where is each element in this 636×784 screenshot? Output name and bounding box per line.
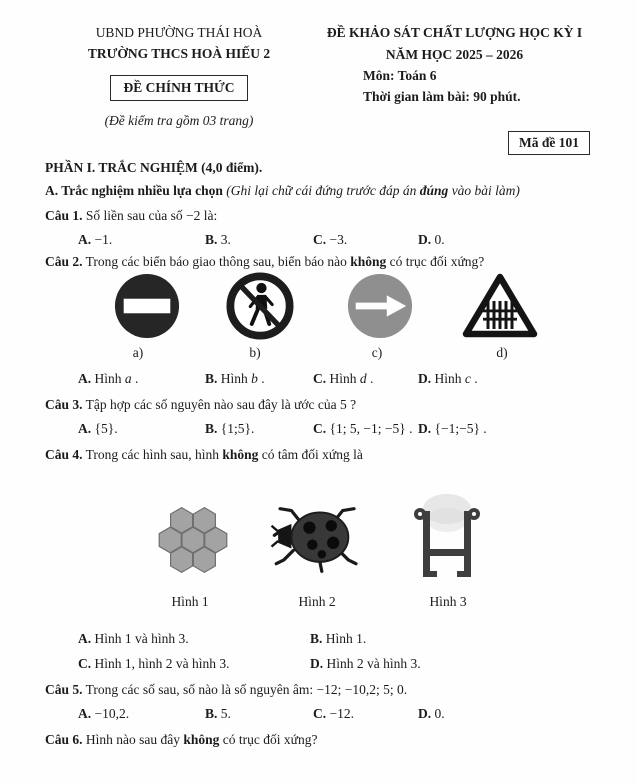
q3-option-a: A. {5}. [78,421,118,436]
sign-label-c: c) [371,345,383,360]
exam-code-badge: Mã đề 101 [508,131,590,155]
question-1-options [45,231,596,249]
level-crossing-sign-icon [462,272,538,344]
figure-label-1: Hình 1 [171,594,209,609]
question-6: Câu 6. Hình nào sau đây không có trục đối xứng? [45,732,318,747]
q4-option-b: B. Hình 1. [310,631,367,646]
q2-option-b: B. Hình b . [205,371,265,386]
issuing-authority: UBND PHƯỜNG THÁI HOÀ [95,25,263,40]
q5-option-d: D. 0. [418,706,445,721]
sign-label-d: d) [496,345,508,360]
header-left-block [45,24,313,129]
question-1: Câu 1. Số liền sau của số −2 là: [45,208,218,223]
q1-option-b: B. 3. [205,232,231,247]
q3-option-c: C. {1; 5, −1; −5} . [313,421,413,436]
official-exam-label: ĐỀ CHÍNH THỨC [110,75,247,101]
no-entry-sign-icon [112,272,182,344]
figure-label-2: Hình 2 [298,594,336,609]
question-4: Câu 4. Trong các hình sau, hình không có tâm đối xứng là [45,447,363,462]
q4-option-d: D. Hình 2 và hình 3. [310,656,421,671]
q3-option-b: B. {1;5}. [205,421,255,436]
q5-option-b: B. 5. [205,706,231,721]
question-2: Câu 2. Trong các biển báo giao thông sau, biển báo nào không có trục đối xứng? [45,254,485,269]
chair-figure-icon [408,493,486,583]
figure-label-3: Hình 3 [429,594,467,609]
header-right-block [313,24,596,129]
q2-option-c: C. Hình d . [313,371,374,386]
q4-option-a: A. Hình 1 và hình 3. [78,631,189,646]
subject-line: Môn: Toán 6 [363,68,437,83]
page-count-note: (Đề kiểm tra gồm 03 trang) [104,113,254,128]
q5-option-a: A. −10,2. [78,706,130,721]
question-3: Câu 3. Tập hợp các số nguyên nào sau đây là ước của 5 ? [45,397,357,412]
q1-option-a: A. −1. [78,232,113,247]
official-box-wrapper [45,75,313,101]
exam-meta [363,67,596,105]
traffic-signs-row [45,272,596,340]
school-name: TRƯỜNG THCS HOÀ HIẾU 2 [87,46,271,61]
ladybug-figure-icon [270,503,366,581]
traffic-sign-labels [45,344,596,361]
school-year: NĂM HỌC 2025 – 2026 [385,47,524,62]
q2-option-d: D. Hình c . [418,371,478,386]
question-3-options [45,420,596,438]
q3-option-d: D. {−1;−5} . [418,421,487,436]
duration-line: Thời gian làm bài: 90 phút. [363,89,521,104]
q4-option-c: C. Hình 1, hình 2 và hình 3. [78,656,230,671]
one-way-arrow-sign-icon [345,272,415,344]
q1-option-c: C. −3. [313,232,348,247]
exam-header [0,0,636,129]
question-4-options-row1 [45,630,596,648]
honeycomb-figure-icon [152,499,234,585]
question-4-options-row2 [45,655,596,673]
question-5-options [45,705,596,723]
question-4-figure-labels [45,593,596,610]
section-a-heading: A. Trắc nghiệm nhiều lựa chọn (Ghi lại chữ cái đứng trước đáp án đúng vào bài làm) [45,183,520,198]
exam-body [0,159,636,748]
part1-title: PHẦN I. TRẮC NGHIỆM (4,0 điểm). [45,160,263,175]
q2-option-a: A. Hình a . [78,371,139,386]
question-2-options [45,370,596,388]
sign-label-a: a) [132,345,144,360]
question-5: Câu 5. Trong các số sau, số nào là số nguyên âm: −12; −10,2; 5; 0. [45,682,408,697]
q5-option-c: C. −12. [313,706,354,721]
exam-title: ĐỀ KHẢO SÁT CHẤT LƯỢNG HỌC KỲ I [326,25,583,40]
question-4-figures [45,479,596,581]
q1-option-d: D. 0. [418,232,445,247]
no-pedestrians-sign-icon [225,272,295,344]
sign-label-b: b) [249,345,261,360]
